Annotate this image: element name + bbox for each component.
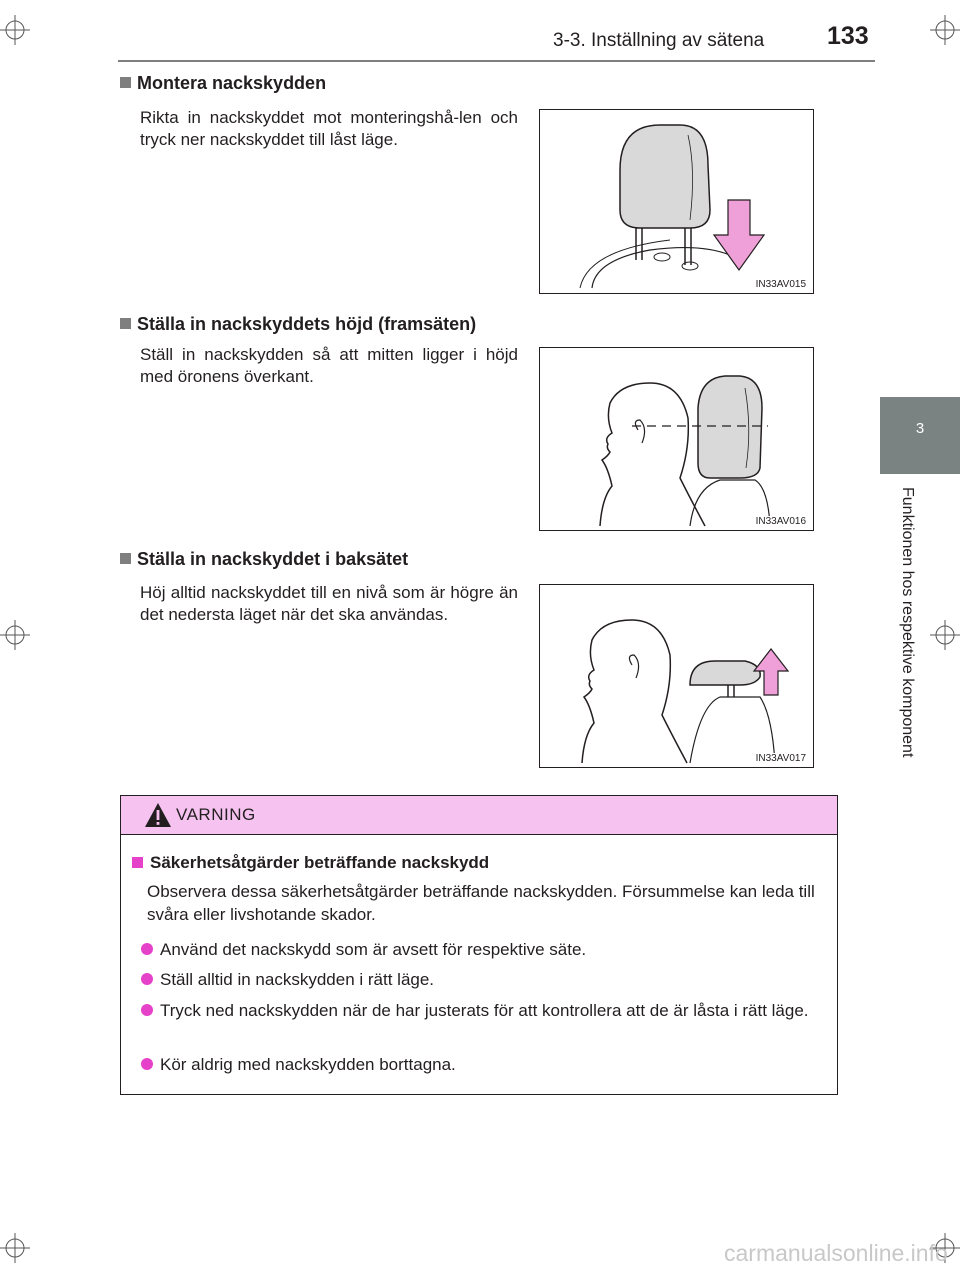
warning-bullet: Ställ alltid in nackskydden i rätt läge. — [141, 968, 831, 991]
section-body-front-height: Ställ in nackskydden så att mitten ligger i höjd med öronens överkant. — [140, 345, 518, 386]
warning-bullet: Tryck ned nackskydden när de har justerats för att kontrollera att de är låsta i rätt läge. — [141, 999, 831, 1022]
warning-intro: Observera dessa säkerhetsåtgärder beträffande nackskydden. Försummelse kan leda till svåra eller livshotande skador. — [147, 882, 815, 924]
warning-title: VARNING — [176, 805, 256, 824]
warning-box — [120, 795, 838, 1095]
warning-triangle-icon — [144, 802, 172, 828]
bullet-dot-icon — [141, 973, 153, 985]
section-heading-rear — [120, 549, 408, 570]
warning-header — [121, 796, 837, 835]
headrest-insert-illustration — [540, 110, 813, 293]
square-bullet-icon — [132, 857, 143, 868]
section-heading-text: Ställa in nackskyddets höjd (framsäten) — [137, 314, 477, 334]
bullet-dot-icon — [141, 1004, 153, 1016]
page-number: 133 — [827, 22, 869, 50]
crop-mark-mid-right — [930, 620, 960, 650]
crop-mark-bottom-left — [0, 1233, 30, 1263]
figure-code: IN33AV016 — [755, 516, 806, 527]
section-body-mount: Rikta in nackskyddet mot monteringshå-len och tryck ner nackskyddet till låst läge. — [140, 108, 518, 149]
crop-mark-mid-left — [0, 620, 30, 650]
section-heading-front-height — [120, 314, 476, 335]
warning-subheading-text: Säkerhetsåtgärder beträffande nackskydd — [150, 853, 490, 872]
figure-front-headrest-height — [539, 347, 814, 531]
rear-headrest-raise-illustration — [540, 585, 813, 767]
bullet-dot-icon — [141, 1058, 153, 1070]
crop-mark-top-left — [0, 15, 30, 45]
head-ear-alignment-illustration — [540, 348, 813, 530]
chapter-number: 3 — [915, 420, 925, 437]
square-bullet-icon — [120, 553, 131, 564]
section-heading-mount — [120, 73, 326, 94]
figure-code: IN33AV015 — [755, 279, 806, 290]
figure-rear-headrest — [539, 584, 814, 768]
warning-bullet: Använd det nackskydd som är avsett för respektive säte. — [141, 938, 831, 961]
warning-subheading — [132, 853, 489, 873]
down-arrow-icon — [714, 200, 764, 270]
warning-bullet: Kör aldrig med nackskydden borttagna. — [141, 1053, 831, 1076]
crop-mark-top-right — [930, 15, 960, 45]
section-heading-text: Montera nackskydden — [137, 73, 327, 93]
square-bullet-icon — [120, 77, 131, 88]
watermark: carmanualsonline.info — [724, 1240, 948, 1266]
section-body-rear: Höj alltid nackskyddet till en nivå som är högre än det nedersta läget när det ska användas. — [140, 583, 518, 624]
bullet-dot-icon — [141, 943, 153, 955]
chapter-title: Funktionen hos respektive komponent — [899, 487, 916, 758]
figure-mount-headrest — [539, 109, 814, 294]
section-heading-text: Ställa in nackskyddet i baksätet — [137, 549, 409, 569]
figure-code: IN33AV017 — [755, 753, 806, 764]
square-bullet-icon — [120, 318, 131, 329]
section-title: 3-3. Inställning av sätena — [553, 30, 765, 51]
header-rule — [118, 60, 875, 62]
